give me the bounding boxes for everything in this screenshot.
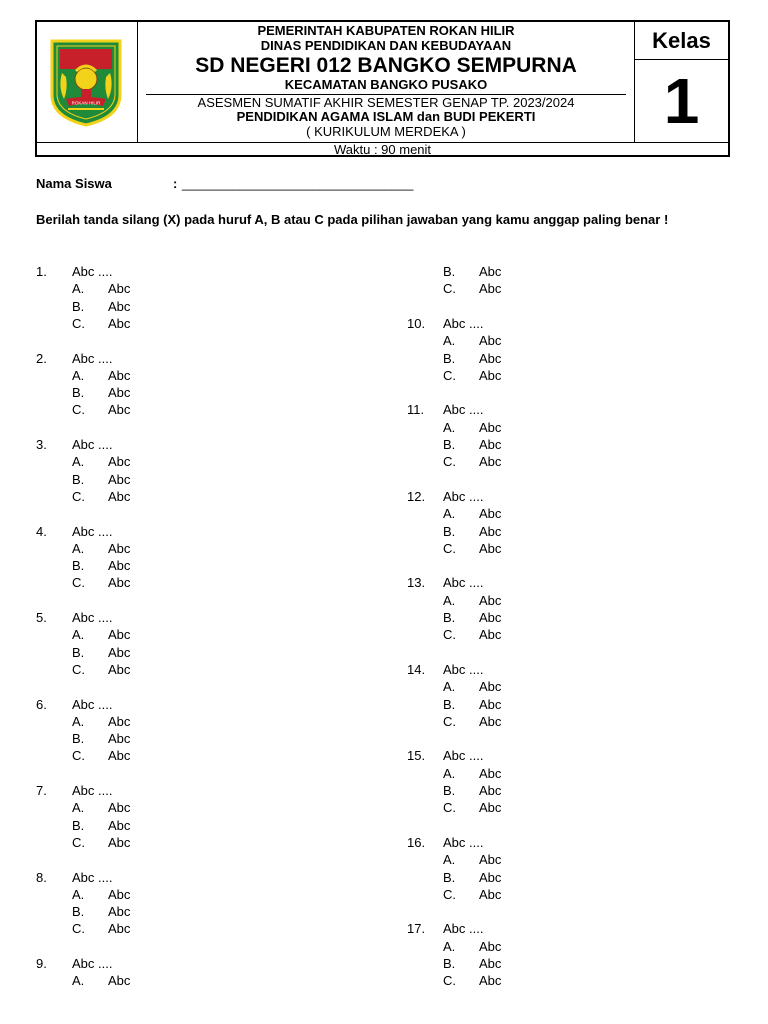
answer-option[interactable] bbox=[407, 782, 737, 799]
option-text[interactable]: Abc bbox=[108, 488, 131, 504]
answer-option[interactable] bbox=[407, 263, 737, 280]
answer-option[interactable] bbox=[407, 886, 737, 903]
emblem-banner-text: ROKAN HILIR bbox=[71, 100, 101, 106]
option-letter[interactable]: A. bbox=[443, 419, 456, 435]
question-text: Abc .... bbox=[443, 488, 484, 504]
answer-option[interactable] bbox=[407, 799, 737, 816]
answer-option[interactable] bbox=[407, 869, 737, 886]
option-letter[interactable]: B. bbox=[443, 869, 456, 885]
answer-option[interactable] bbox=[36, 280, 366, 297]
answer-option[interactable] bbox=[36, 367, 366, 384]
question-number: 3. bbox=[36, 437, 47, 452]
question-number: 12. bbox=[407, 488, 426, 504]
answer-option[interactable] bbox=[407, 765, 737, 782]
option-text[interactable]: Abc bbox=[479, 973, 502, 989]
option-letter[interactable]: A. bbox=[443, 679, 456, 695]
question-line bbox=[36, 263, 366, 280]
answer-option[interactable] bbox=[36, 384, 366, 401]
option-text[interactable]: Abc bbox=[479, 281, 502, 297]
option-letter[interactable]: B. bbox=[443, 956, 456, 971]
option-text[interactable]: Abc bbox=[479, 765, 502, 781]
answer-option[interactable] bbox=[36, 886, 366, 903]
question-number: 14. bbox=[407, 661, 426, 677]
option-text[interactable]: Abc bbox=[108, 713, 131, 729]
option-letter[interactable]: A. bbox=[443, 938, 456, 954]
question-number: 9. bbox=[36, 956, 47, 971]
answer-option[interactable] bbox=[36, 574, 366, 591]
answer-option[interactable] bbox=[407, 332, 737, 349]
logo-cell bbox=[37, 22, 138, 142]
question-line bbox=[36, 869, 366, 886]
subject-line: PENDIDIKAN AGAMA ISLAM dan BUDI PEKERTI bbox=[236, 109, 536, 124]
answer-option[interactable] bbox=[407, 972, 737, 989]
exam-title: ASESMEN SUMATIF AKHIR SEMESTER GENAP TP. 2023/2024 bbox=[197, 95, 575, 110]
answer-option[interactable] bbox=[36, 540, 366, 557]
option-letter[interactable]: C. bbox=[443, 454, 456, 470]
option-text[interactable]: Abc bbox=[479, 886, 502, 902]
answer-option[interactable] bbox=[407, 350, 737, 367]
answer-option[interactable] bbox=[36, 661, 366, 678]
option-text[interactable]: Abc bbox=[108, 644, 131, 660]
option-letter[interactable]: B. bbox=[443, 783, 456, 798]
option-letter[interactable]: A. bbox=[443, 333, 456, 349]
option-text[interactable]: Abc bbox=[479, 592, 502, 608]
answer-option[interactable] bbox=[36, 626, 366, 643]
answer-option[interactable] bbox=[407, 713, 737, 730]
question-number: 7. bbox=[36, 783, 47, 798]
option-letter[interactable]: A. bbox=[443, 506, 456, 522]
question-line bbox=[407, 315, 737, 332]
option-letter[interactable]: B. bbox=[72, 298, 85, 314]
question-text: Abc .... bbox=[72, 783, 113, 798]
question-line bbox=[407, 920, 737, 937]
answer-option[interactable] bbox=[407, 955, 737, 972]
question-text: Abc .... bbox=[443, 315, 484, 331]
option-text[interactable]: Abc bbox=[479, 713, 502, 729]
option-letter[interactable]: A. bbox=[72, 973, 85, 989]
question-text: Abc .... bbox=[72, 869, 113, 885]
curriculum-line: ( KURIKULUM MERDEKA ) bbox=[306, 124, 466, 139]
department-line: DINAS PENDIDIKAN DAN KEBUDAYAAN bbox=[260, 38, 512, 53]
option-text[interactable]: Abc bbox=[108, 315, 131, 331]
question-number: 8. bbox=[36, 869, 47, 885]
question-line bbox=[407, 661, 737, 678]
option-text[interactable]: Abc bbox=[108, 281, 131, 297]
time-limit: Waktu : 90 menit bbox=[37, 142, 728, 155]
question-number: 4. bbox=[36, 523, 47, 539]
question-line bbox=[407, 747, 737, 764]
question-text: Abc .... bbox=[72, 610, 113, 625]
answer-option[interactable] bbox=[36, 799, 366, 816]
option-text[interactable]: Abc bbox=[479, 264, 502, 279]
option-text[interactable]: Abc bbox=[479, 333, 502, 349]
answer-option[interactable] bbox=[36, 747, 366, 764]
option-letter[interactable]: A. bbox=[443, 592, 456, 608]
option-text[interactable]: Abc bbox=[479, 679, 502, 695]
option-letter[interactable]: A. bbox=[72, 713, 85, 729]
answer-option[interactable] bbox=[407, 626, 737, 643]
option-text[interactable]: Abc bbox=[479, 437, 502, 452]
option-letter[interactable]: C. bbox=[72, 315, 85, 331]
option-text[interactable]: Abc bbox=[479, 696, 502, 712]
question-number: 5. bbox=[36, 610, 47, 625]
question-text: Abc .... bbox=[72, 264, 113, 279]
option-text[interactable]: Abc bbox=[108, 817, 131, 833]
option-letter[interactable]: A. bbox=[72, 454, 85, 470]
question-text: Abc .... bbox=[443, 575, 484, 591]
question-text: Abc .... bbox=[72, 523, 113, 539]
question-line bbox=[36, 523, 366, 540]
answer-option[interactable] bbox=[407, 436, 737, 453]
class-number: 1 bbox=[663, 65, 700, 137]
option-text[interactable]: Abc bbox=[479, 869, 502, 885]
answer-option[interactable] bbox=[36, 557, 366, 574]
option-letter[interactable]: B. bbox=[443, 437, 456, 452]
option-text[interactable]: Abc bbox=[108, 904, 131, 920]
option-letter[interactable]: B. bbox=[443, 350, 456, 366]
answer-option[interactable] bbox=[407, 696, 737, 713]
option-letter[interactable]: B. bbox=[72, 558, 85, 574]
option-text[interactable]: Abc bbox=[108, 367, 131, 383]
option-text[interactable]: Abc bbox=[479, 800, 502, 816]
option-text[interactable]: Abc bbox=[108, 402, 131, 418]
question-text: Abc .... bbox=[72, 350, 113, 366]
option-text[interactable]: Abc bbox=[108, 973, 131, 989]
option-text[interactable]: Abc bbox=[108, 298, 131, 314]
question-number: 11. bbox=[407, 402, 425, 418]
question-line bbox=[407, 834, 737, 851]
answer-option[interactable] bbox=[36, 471, 366, 488]
option-text[interactable]: Abc bbox=[108, 731, 131, 747]
option-letter[interactable]: C. bbox=[72, 488, 85, 504]
option-letter[interactable]: B. bbox=[72, 385, 85, 401]
class-cell bbox=[635, 22, 728, 142]
question-text: Abc .... bbox=[72, 696, 113, 712]
answer-option[interactable] bbox=[407, 280, 737, 297]
question-number: 15. bbox=[407, 748, 426, 764]
option-text[interactable]: Abc bbox=[108, 661, 131, 677]
title-cell bbox=[138, 22, 635, 142]
option-text[interactable]: Abc bbox=[479, 540, 502, 556]
question-text: Abc .... bbox=[443, 661, 484, 677]
option-letter[interactable]: A. bbox=[72, 800, 85, 816]
answer-option[interactable] bbox=[36, 488, 366, 505]
answer-option[interactable] bbox=[407, 523, 737, 540]
option-letter[interactable]: C. bbox=[443, 540, 456, 556]
student-name-label: Nama Siswa bbox=[36, 176, 112, 191]
option-text[interactable]: Abc bbox=[479, 367, 502, 383]
option-text[interactable]: Abc bbox=[108, 385, 131, 401]
option-text[interactable]: Abc bbox=[479, 852, 502, 868]
questions-left-column bbox=[36, 263, 366, 993]
answer-option[interactable] bbox=[36, 453, 366, 470]
question-line bbox=[407, 401, 737, 418]
option-letter[interactable]: C. bbox=[443, 973, 456, 989]
answer-option[interactable] bbox=[36, 401, 366, 418]
option-text[interactable]: Abc bbox=[479, 610, 502, 625]
answer-option[interactable] bbox=[36, 920, 366, 937]
answer-option[interactable] bbox=[36, 817, 366, 834]
question-line bbox=[407, 488, 737, 505]
option-letter[interactable]: B. bbox=[443, 610, 456, 625]
option-letter[interactable]: A. bbox=[72, 886, 85, 902]
option-letter[interactable]: A. bbox=[72, 367, 85, 383]
question-text: Abc .... bbox=[443, 748, 484, 764]
option-letter[interactable]: C. bbox=[72, 834, 85, 850]
option-text[interactable]: Abc bbox=[479, 956, 502, 971]
school-name: SD NEGERI 012 BANGKO SEMPURNA bbox=[195, 54, 577, 77]
question-text: Abc .... bbox=[443, 834, 484, 850]
answer-option[interactable] bbox=[407, 592, 737, 609]
answer-option[interactable] bbox=[407, 367, 737, 384]
option-text[interactable]: Abc bbox=[479, 454, 502, 470]
option-letter[interactable]: C. bbox=[72, 921, 85, 937]
class-label: Kelas bbox=[635, 22, 728, 60]
answer-option[interactable] bbox=[407, 540, 737, 557]
option-letter[interactable]: A. bbox=[443, 765, 456, 781]
option-letter[interactable]: B. bbox=[72, 817, 85, 833]
option-letter[interactable]: C. bbox=[72, 748, 85, 764]
student-name-field[interactable]: ________________________________ bbox=[182, 176, 414, 191]
option-text[interactable]: Abc bbox=[479, 523, 502, 539]
option-text[interactable]: Abc bbox=[108, 540, 131, 556]
district-line: KECAMATAN BANGKO PUSAKO bbox=[284, 77, 488, 92]
instruction-text: Berilah tanda silang (X) pada huruf A, B atau C pada pilihan jawaban yang kamu anggap paling benar ! bbox=[36, 212, 669, 227]
question-number: 17. bbox=[407, 921, 426, 937]
answer-option[interactable] bbox=[36, 298, 366, 315]
option-letter[interactable]: A. bbox=[72, 540, 85, 556]
option-letter[interactable]: A. bbox=[72, 281, 85, 297]
question-number: 16. bbox=[407, 834, 426, 850]
question-text: Abc .... bbox=[72, 437, 113, 452]
answer-option[interactable] bbox=[407, 851, 737, 868]
question-number: 6. bbox=[36, 696, 47, 712]
student-name-colon: : bbox=[173, 176, 178, 191]
question-line bbox=[407, 574, 737, 591]
option-text[interactable]: Abc bbox=[479, 350, 502, 366]
answer-option[interactable] bbox=[407, 505, 737, 522]
option-text[interactable]: Abc bbox=[108, 627, 131, 643]
question-line bbox=[36, 609, 366, 626]
answer-option[interactable] bbox=[36, 315, 366, 332]
answer-option[interactable] bbox=[407, 678, 737, 695]
exam-header bbox=[35, 20, 730, 157]
option-letter[interactable]: C. bbox=[72, 575, 85, 591]
option-text[interactable]: Abc bbox=[108, 886, 131, 902]
option-text[interactable]: Abc bbox=[108, 575, 131, 591]
answer-option[interactable] bbox=[407, 938, 737, 955]
option-text[interactable]: Abc bbox=[479, 783, 502, 798]
question-number: 2. bbox=[36, 350, 47, 366]
answer-option[interactable] bbox=[36, 834, 366, 851]
questions-right-column bbox=[407, 263, 737, 993]
question-text: Abc .... bbox=[443, 921, 484, 937]
option-letter[interactable]: A. bbox=[443, 852, 456, 868]
regency-emblem-icon bbox=[48, 37, 124, 127]
question-line bbox=[36, 350, 366, 367]
question-number: 13. bbox=[407, 575, 426, 591]
answer-option[interactable] bbox=[407, 453, 737, 470]
option-letter[interactable]: B. bbox=[72, 904, 85, 920]
option-letter[interactable]: C. bbox=[443, 713, 456, 729]
option-letter[interactable]: B. bbox=[72, 644, 85, 660]
option-letter[interactable]: B. bbox=[72, 731, 85, 747]
question-line bbox=[36, 696, 366, 713]
option-text[interactable]: Abc bbox=[108, 748, 131, 764]
option-text[interactable]: Abc bbox=[108, 471, 131, 487]
option-text[interactable]: Abc bbox=[479, 506, 502, 522]
answer-option[interactable] bbox=[36, 713, 366, 730]
question-line bbox=[36, 955, 366, 972]
option-letter[interactable]: A. bbox=[72, 627, 85, 643]
answer-option[interactable] bbox=[407, 609, 737, 626]
question-text: Abc .... bbox=[443, 402, 484, 418]
option-letter[interactable]: B. bbox=[443, 696, 456, 712]
question-line bbox=[36, 782, 366, 799]
option-text[interactable]: Abc bbox=[108, 558, 131, 574]
question-line bbox=[36, 436, 366, 453]
option-text[interactable]: Abc bbox=[479, 419, 502, 435]
question-number: 10. bbox=[407, 315, 426, 331]
answer-option[interactable] bbox=[407, 419, 737, 436]
option-text[interactable]: Abc bbox=[479, 938, 502, 954]
answer-option[interactable] bbox=[36, 903, 366, 920]
option-letter[interactable]: C. bbox=[443, 281, 456, 297]
question-number: 1. bbox=[36, 264, 47, 279]
option-letter[interactable]: B. bbox=[443, 523, 456, 539]
option-letter[interactable]: C. bbox=[443, 367, 456, 383]
option-text[interactable]: Abc bbox=[479, 627, 502, 643]
option-text[interactable]: Abc bbox=[108, 921, 131, 937]
government-line: PEMERINTAH KABUPATEN ROKAN HILIR bbox=[257, 23, 515, 38]
option-text[interactable]: Abc bbox=[108, 454, 131, 470]
question-text: Abc .... bbox=[72, 956, 113, 971]
option-letter[interactable]: B. bbox=[443, 264, 456, 279]
option-letter[interactable]: C. bbox=[443, 627, 456, 643]
option-letter[interactable]: C. bbox=[443, 800, 456, 816]
option-text[interactable]: Abc bbox=[108, 800, 131, 816]
answer-option[interactable] bbox=[36, 730, 366, 747]
option-text[interactable]: Abc bbox=[108, 834, 131, 850]
answer-option[interactable] bbox=[36, 644, 366, 661]
option-letter[interactable]: C. bbox=[443, 886, 456, 902]
option-letter[interactable]: C. bbox=[72, 661, 85, 677]
answer-option[interactable] bbox=[36, 972, 366, 989]
option-letter[interactable]: C. bbox=[72, 402, 85, 418]
option-letter[interactable]: B. bbox=[72, 471, 85, 487]
